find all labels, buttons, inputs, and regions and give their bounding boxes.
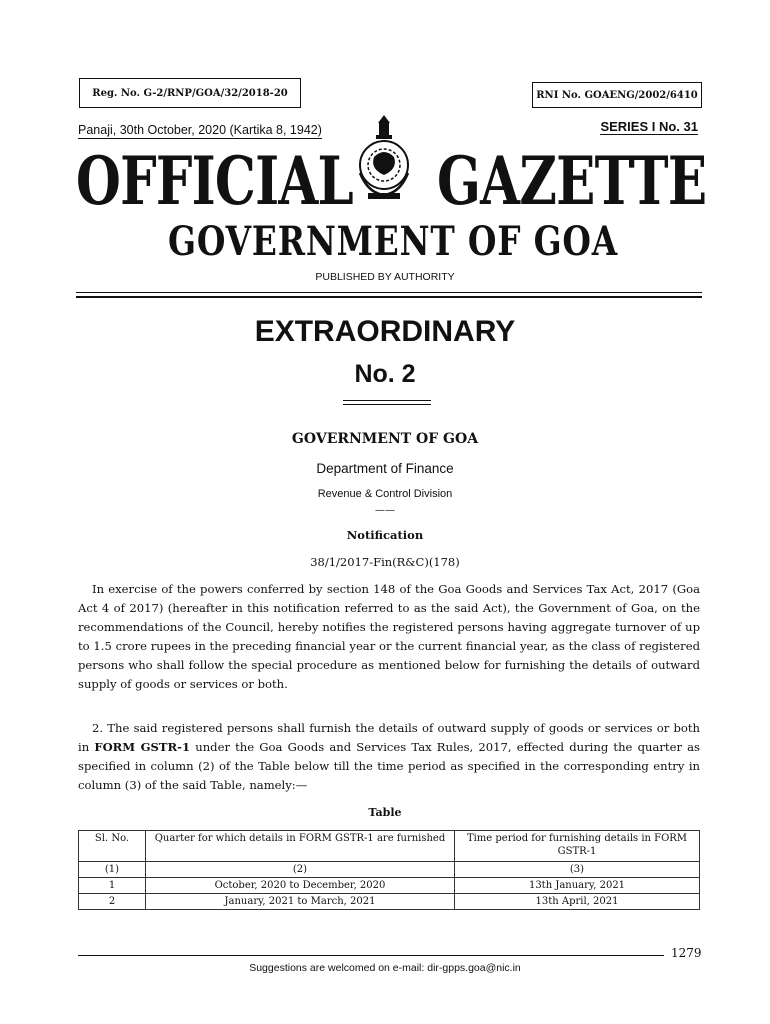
paragraph-2 [78, 719, 700, 795]
table-column-number-row [79, 862, 700, 878]
table-title: Table [368, 806, 402, 819]
government-heading: GOVERNMENT OF GOA [291, 431, 479, 447]
heading-dash: —— [375, 505, 395, 516]
table-row [79, 878, 700, 894]
series-number: SERIES I No. 31 [600, 119, 698, 134]
footer-rule [78, 955, 664, 956]
table-cell: January, 2021 to March, 2021 [146, 894, 455, 910]
table-cell: (3) [455, 862, 700, 878]
edition-rule-2 [343, 404, 431, 405]
gstr-table [78, 830, 700, 910]
division-heading: Revenue & Control Division [317, 488, 453, 500]
table-cell: 1 [79, 878, 146, 894]
header-time-period: Time period for furnishing details in FORM GSTR-1 [455, 831, 700, 862]
header-sl-no: Sl. No. [79, 831, 146, 862]
page-number: 1279 [671, 946, 702, 960]
footer-suggestions: Suggestions are welcomed on e-mail: dir-gpps.goa@nic.in [249, 962, 521, 974]
table-cell: (1) [79, 862, 146, 878]
form-gstr-1-bold: FORM GSTR-1 [94, 740, 191, 754]
table-header-row [79, 831, 700, 862]
rni-no-box [532, 82, 702, 108]
state-emblem-icon [348, 113, 420, 203]
subtitle-government: GOVERNMENT OF GOA [168, 218, 619, 265]
table-cell: 13th January, 2021 [455, 878, 700, 894]
reg-no: Reg. No. G-2/RNP/GOA/32/2018-20 [92, 87, 288, 99]
paragraph-2-start: 2. The said registered persons shall furnish the details of outward supply of goods or services or both in [78, 721, 700, 754]
masthead-rule-double [76, 296, 702, 298]
edition-label: EXTRAORDINARY [254, 315, 516, 348]
department-heading: Department of Finance [316, 461, 454, 476]
table-cell: 13th April, 2021 [455, 894, 700, 910]
title-gazette: GAZETTE [437, 142, 707, 220]
notification-heading: Notification [346, 528, 424, 542]
rni-no: RNI No. GOAENG/2002/6410 [536, 89, 698, 101]
table-cell: 2 [79, 894, 146, 910]
header-quarter: Quarter for which details in FORM GSTR-1 are furnished [146, 831, 455, 862]
table-cell: October, 2020 to December, 2020 [146, 878, 455, 894]
title-official: OFFICIAL [76, 142, 353, 220]
table-cell: (2) [146, 862, 455, 878]
edition-number: No. 2 [354, 360, 416, 388]
date-line: Panaji, 30th October, 2020 (Kartika 8, 1942) [78, 123, 322, 137]
notification-ref: 38/1/2017-Fin(R&C)(178) [310, 555, 460, 569]
paragraph-2-end: under the Goa Goods and Services Tax Rules, 2017, effected during the quarter as specified in column (2) of the Table below till the time period as specified in the corresponding entry in column (3) of the said Table, namely:— [78, 740, 700, 792]
paragraph-1: In exercise of the powers conferred by section 148 of the Goa Goods and Services Tax Act, 2017 (Goa Act 4 of 2017) (hereafter in this notification referred to as the said Act), the Government of Goa, on the recommendations of the Council, hereby notifies the registered persons having aggregate turnover of up to 1.5 crore rupees in the preceding financial year or the current financial year, as the class of registered persons who shall follow the special procedure as mentioned below for furnishing the details of outward supply of goods or services or both. [78, 582, 700, 691]
masthead-rule [76, 292, 702, 293]
published-by-authority: PUBLISHED BY AUTHORITY [315, 271, 455, 283]
reg-no-box [79, 78, 301, 108]
table-row [79, 894, 700, 910]
edition-rule-1 [343, 400, 431, 401]
